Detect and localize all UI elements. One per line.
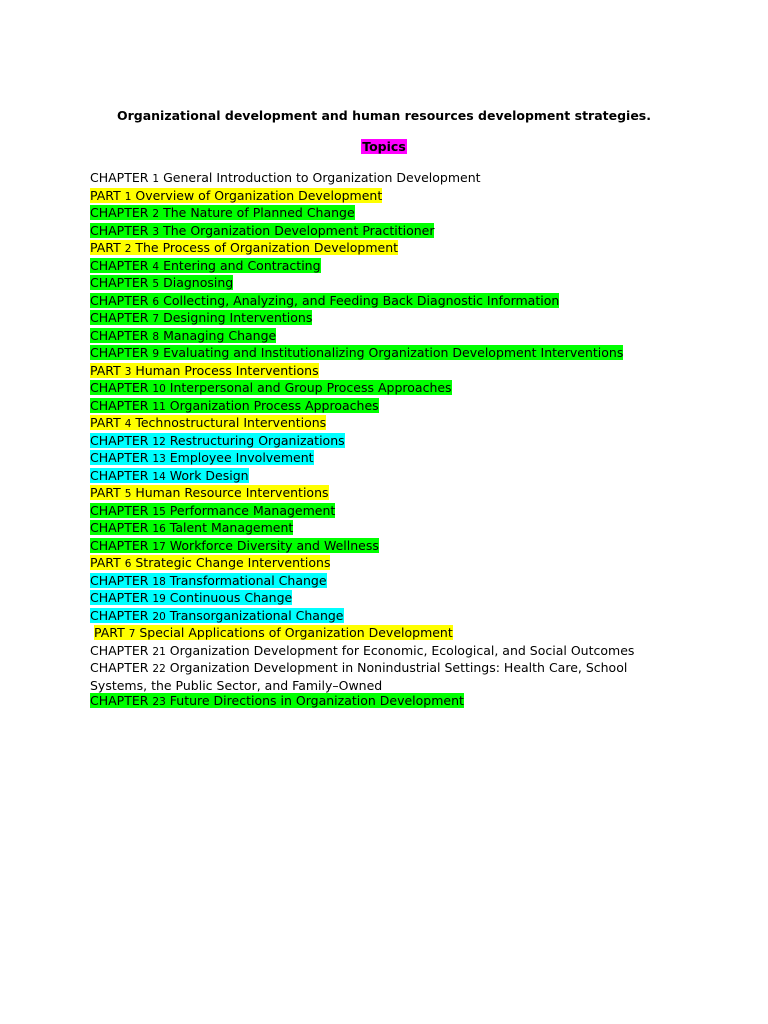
document-title: Organizational development and human resources development strategies. — [116, 108, 651, 123]
toc-title: Interpersonal and Group Process Approaches — [169, 380, 452, 395]
toc-highlight — [90, 258, 321, 273]
toc-highlight — [90, 660, 627, 693]
toc-chapter-line — [90, 398, 650, 416]
toc-title: Restructuring Organizations — [169, 432, 345, 448]
toc-highlight — [90, 328, 276, 343]
toc-chapter-line — [90, 380, 650, 398]
toc-number: 6 — [124, 558, 132, 570]
toc-title: Organization Process Approaches — [169, 397, 379, 413]
toc-kind: CHAPTER — [90, 660, 149, 675]
toc-kind: PART — [90, 187, 121, 203]
toc-kind: CHAPTER — [90, 380, 149, 395]
toc-title: Diagnosing — [163, 275, 234, 290]
toc-highlight — [90, 693, 464, 708]
toc-chapter-line — [90, 693, 650, 711]
toc-part-line — [90, 555, 650, 573]
toc-title: Talent Management — [169, 520, 294, 535]
toc-number: 15 — [152, 505, 166, 518]
toc-number: 3 — [152, 225, 160, 238]
toc-number: 2 — [152, 208, 160, 220]
toc-chapter-line — [90, 538, 650, 556]
toc-title: Strategic Change Interventions — [135, 555, 331, 570]
toc-highlight — [90, 363, 319, 378]
toc-kind: CHAPTER — [90, 607, 149, 623]
toc-title: Employee Involvement — [169, 450, 314, 465]
toc-chapter-line — [90, 433, 650, 451]
toc-kind: CHAPTER — [90, 502, 149, 518]
toc-kind: CHAPTER — [90, 537, 149, 553]
toc-chapter-line — [90, 520, 650, 538]
toc-kind: PART — [90, 362, 121, 378]
toc-number: 2 — [124, 243, 132, 255]
toc-title: General Introduction to Organization Development — [163, 170, 481, 185]
toc-chapter-line — [90, 503, 650, 521]
toc-title: Human Resource Interventions — [135, 485, 329, 500]
toc-number: 23 — [152, 696, 166, 708]
toc-highlight — [90, 573, 327, 588]
toc-number: 19 — [152, 593, 166, 605]
toc-chapter-line — [90, 660, 642, 693]
toc-highlight — [90, 380, 452, 395]
toc-chapter-line — [90, 345, 650, 363]
toc-number: 1 — [124, 190, 132, 203]
toc-number: 18 — [152, 575, 166, 588]
toc-kind: CHAPTER — [90, 450, 149, 465]
toc-chapter-line — [90, 590, 650, 608]
toc-kind: CHAPTER — [90, 345, 149, 360]
toc-kind: PART — [90, 240, 121, 255]
toc-kind: CHAPTER — [90, 590, 149, 605]
toc-chapter-line — [90, 258, 650, 276]
toc-kind: PART — [90, 415, 121, 430]
toc-number: 21 — [152, 645, 166, 658]
toc-title: Future Directions in Organization Development — [169, 693, 464, 708]
toc-highlight — [90, 205, 355, 220]
toc-number: 4 — [124, 418, 132, 430]
toc-number: 9 — [152, 348, 160, 360]
toc-number: 6 — [152, 295, 160, 308]
toc-kind: CHAPTER — [90, 397, 149, 413]
toc-title: Work Design — [169, 467, 249, 483]
toc-title: Organization Development for Economic, Ecological, and Social Outcomes — [169, 642, 635, 658]
toc-kind: CHAPTER — [90, 170, 149, 185]
toc-kind: PART — [90, 555, 121, 570]
toc-number: 3 — [124, 365, 132, 378]
toc-kind: CHAPTER — [90, 292, 149, 308]
toc-number: 1 — [152, 173, 160, 185]
toc-number: 16 — [152, 523, 166, 535]
toc-highlight — [90, 415, 326, 430]
toc-highlight — [90, 503, 335, 518]
toc-number: 5 — [124, 488, 132, 500]
toc-kind: CHAPTER — [90, 693, 149, 708]
toc-kind: CHAPTER — [90, 327, 149, 343]
toc-number: 7 — [128, 628, 136, 640]
toc-number: 8 — [152, 330, 160, 343]
toc-kind: CHAPTER — [90, 467, 149, 483]
toc-part-line — [90, 240, 650, 258]
toc-chapter-line — [90, 450, 650, 468]
toc-chapter-line — [90, 643, 650, 661]
topics-heading: Topics — [362, 139, 406, 154]
toc-highlight — [90, 538, 379, 553]
toc-number: 12 — [152, 435, 166, 448]
toc-number: 20 — [152, 610, 166, 623]
toc-number: 5 — [152, 278, 160, 290]
toc-title: Continuous Change — [169, 590, 293, 605]
toc-highlight — [90, 345, 623, 360]
toc-title: Transformational Change — [169, 572, 327, 588]
toc-highlight — [90, 188, 382, 203]
toc-title: The Organization Development Practitioner — [163, 222, 435, 238]
toc-kind: CHAPTER — [90, 520, 149, 535]
toc-title: Collecting, Analyzing, and Feeding Back Diagnostic Information — [163, 292, 560, 308]
toc-number: 17 — [152, 540, 166, 553]
toc-chapter-line — [90, 275, 650, 293]
toc-part-line — [90, 485, 650, 503]
toc-number: 14 — [152, 470, 166, 483]
toc-part-line — [90, 415, 650, 433]
toc-chapter-line — [90, 573, 650, 591]
toc-highlight — [90, 310, 312, 325]
toc-title: Entering and Contracting — [163, 257, 321, 273]
toc-chapter-line — [90, 328, 650, 346]
toc-highlight — [94, 625, 453, 640]
toc-title: Performance Management — [169, 502, 336, 518]
toc-title: Overview of Organization Development — [135, 187, 383, 203]
toc-highlight — [90, 223, 434, 238]
toc-highlight — [90, 608, 344, 623]
toc-title: Designing Interventions — [163, 310, 313, 325]
toc-kind: CHAPTER — [90, 275, 149, 290]
toc-highlight — [90, 555, 330, 570]
toc-highlight — [90, 275, 233, 290]
topics-heading-wrap — [0, 139, 768, 155]
toc-title: Managing Change — [163, 327, 277, 343]
table-of-contents — [90, 170, 650, 711]
toc-part-line — [90, 625, 650, 643]
toc-highlight — [90, 433, 345, 448]
toc-kind: PART — [90, 485, 121, 500]
toc-kind: CHAPTER — [90, 257, 149, 273]
toc-number: 10 — [152, 383, 166, 395]
toc-highlight — [90, 398, 379, 413]
toc-title: Organization Development in Nonindustrial Settings: Health Care, School Systems, the Public Sector, and Family–Owned — [90, 660, 628, 693]
toc-highlight — [90, 590, 292, 605]
toc-title: Transorganizational Change — [169, 607, 344, 623]
toc-kind: CHAPTER — [90, 205, 149, 220]
toc-chapter-line — [90, 170, 650, 188]
toc-kind: CHAPTER — [90, 222, 149, 238]
toc-highlight — [90, 520, 293, 535]
toc-chapter-line — [90, 608, 650, 626]
toc-kind: CHAPTER — [90, 310, 149, 325]
toc-title: Human Process Interventions — [135, 362, 319, 378]
toc-part-line — [90, 188, 650, 206]
toc-kind: CHAPTER — [90, 432, 149, 448]
toc-title: Evaluating and Institutionalizing Organization Development Interventions — [163, 345, 624, 360]
toc-title: The Process of Organization Development — [135, 240, 399, 255]
toc-title: Special Applications of Organization Development — [139, 625, 453, 640]
toc-highlight — [90, 468, 249, 483]
toc-chapter-line — [90, 468, 650, 486]
toc-highlight — [90, 170, 481, 185]
toc-chapter-line — [90, 293, 650, 311]
toc-title: The Nature of Planned Change — [163, 205, 355, 220]
toc-highlight — [90, 450, 314, 465]
toc-highlight — [90, 485, 329, 500]
toc-highlight — [90, 643, 634, 658]
toc-number: 22 — [152, 663, 166, 675]
toc-kind: PART — [94, 625, 125, 640]
toc-part-line — [90, 363, 650, 381]
toc-number: 4 — [152, 260, 160, 273]
toc-chapter-line — [90, 205, 650, 223]
toc-chapter-line — [90, 223, 650, 241]
toc-highlight — [90, 240, 398, 255]
toc-number: 7 — [152, 313, 160, 325]
toc-chapter-line — [90, 310, 650, 328]
toc-number: 13 — [152, 453, 166, 465]
toc-title: Technostructural Interventions — [135, 415, 327, 430]
toc-highlight — [90, 293, 559, 308]
toc-title: Workforce Diversity and Wellness — [169, 537, 379, 553]
toc-kind: CHAPTER — [90, 572, 149, 588]
toc-number: 11 — [152, 400, 166, 413]
toc-kind: CHAPTER — [90, 642, 149, 658]
